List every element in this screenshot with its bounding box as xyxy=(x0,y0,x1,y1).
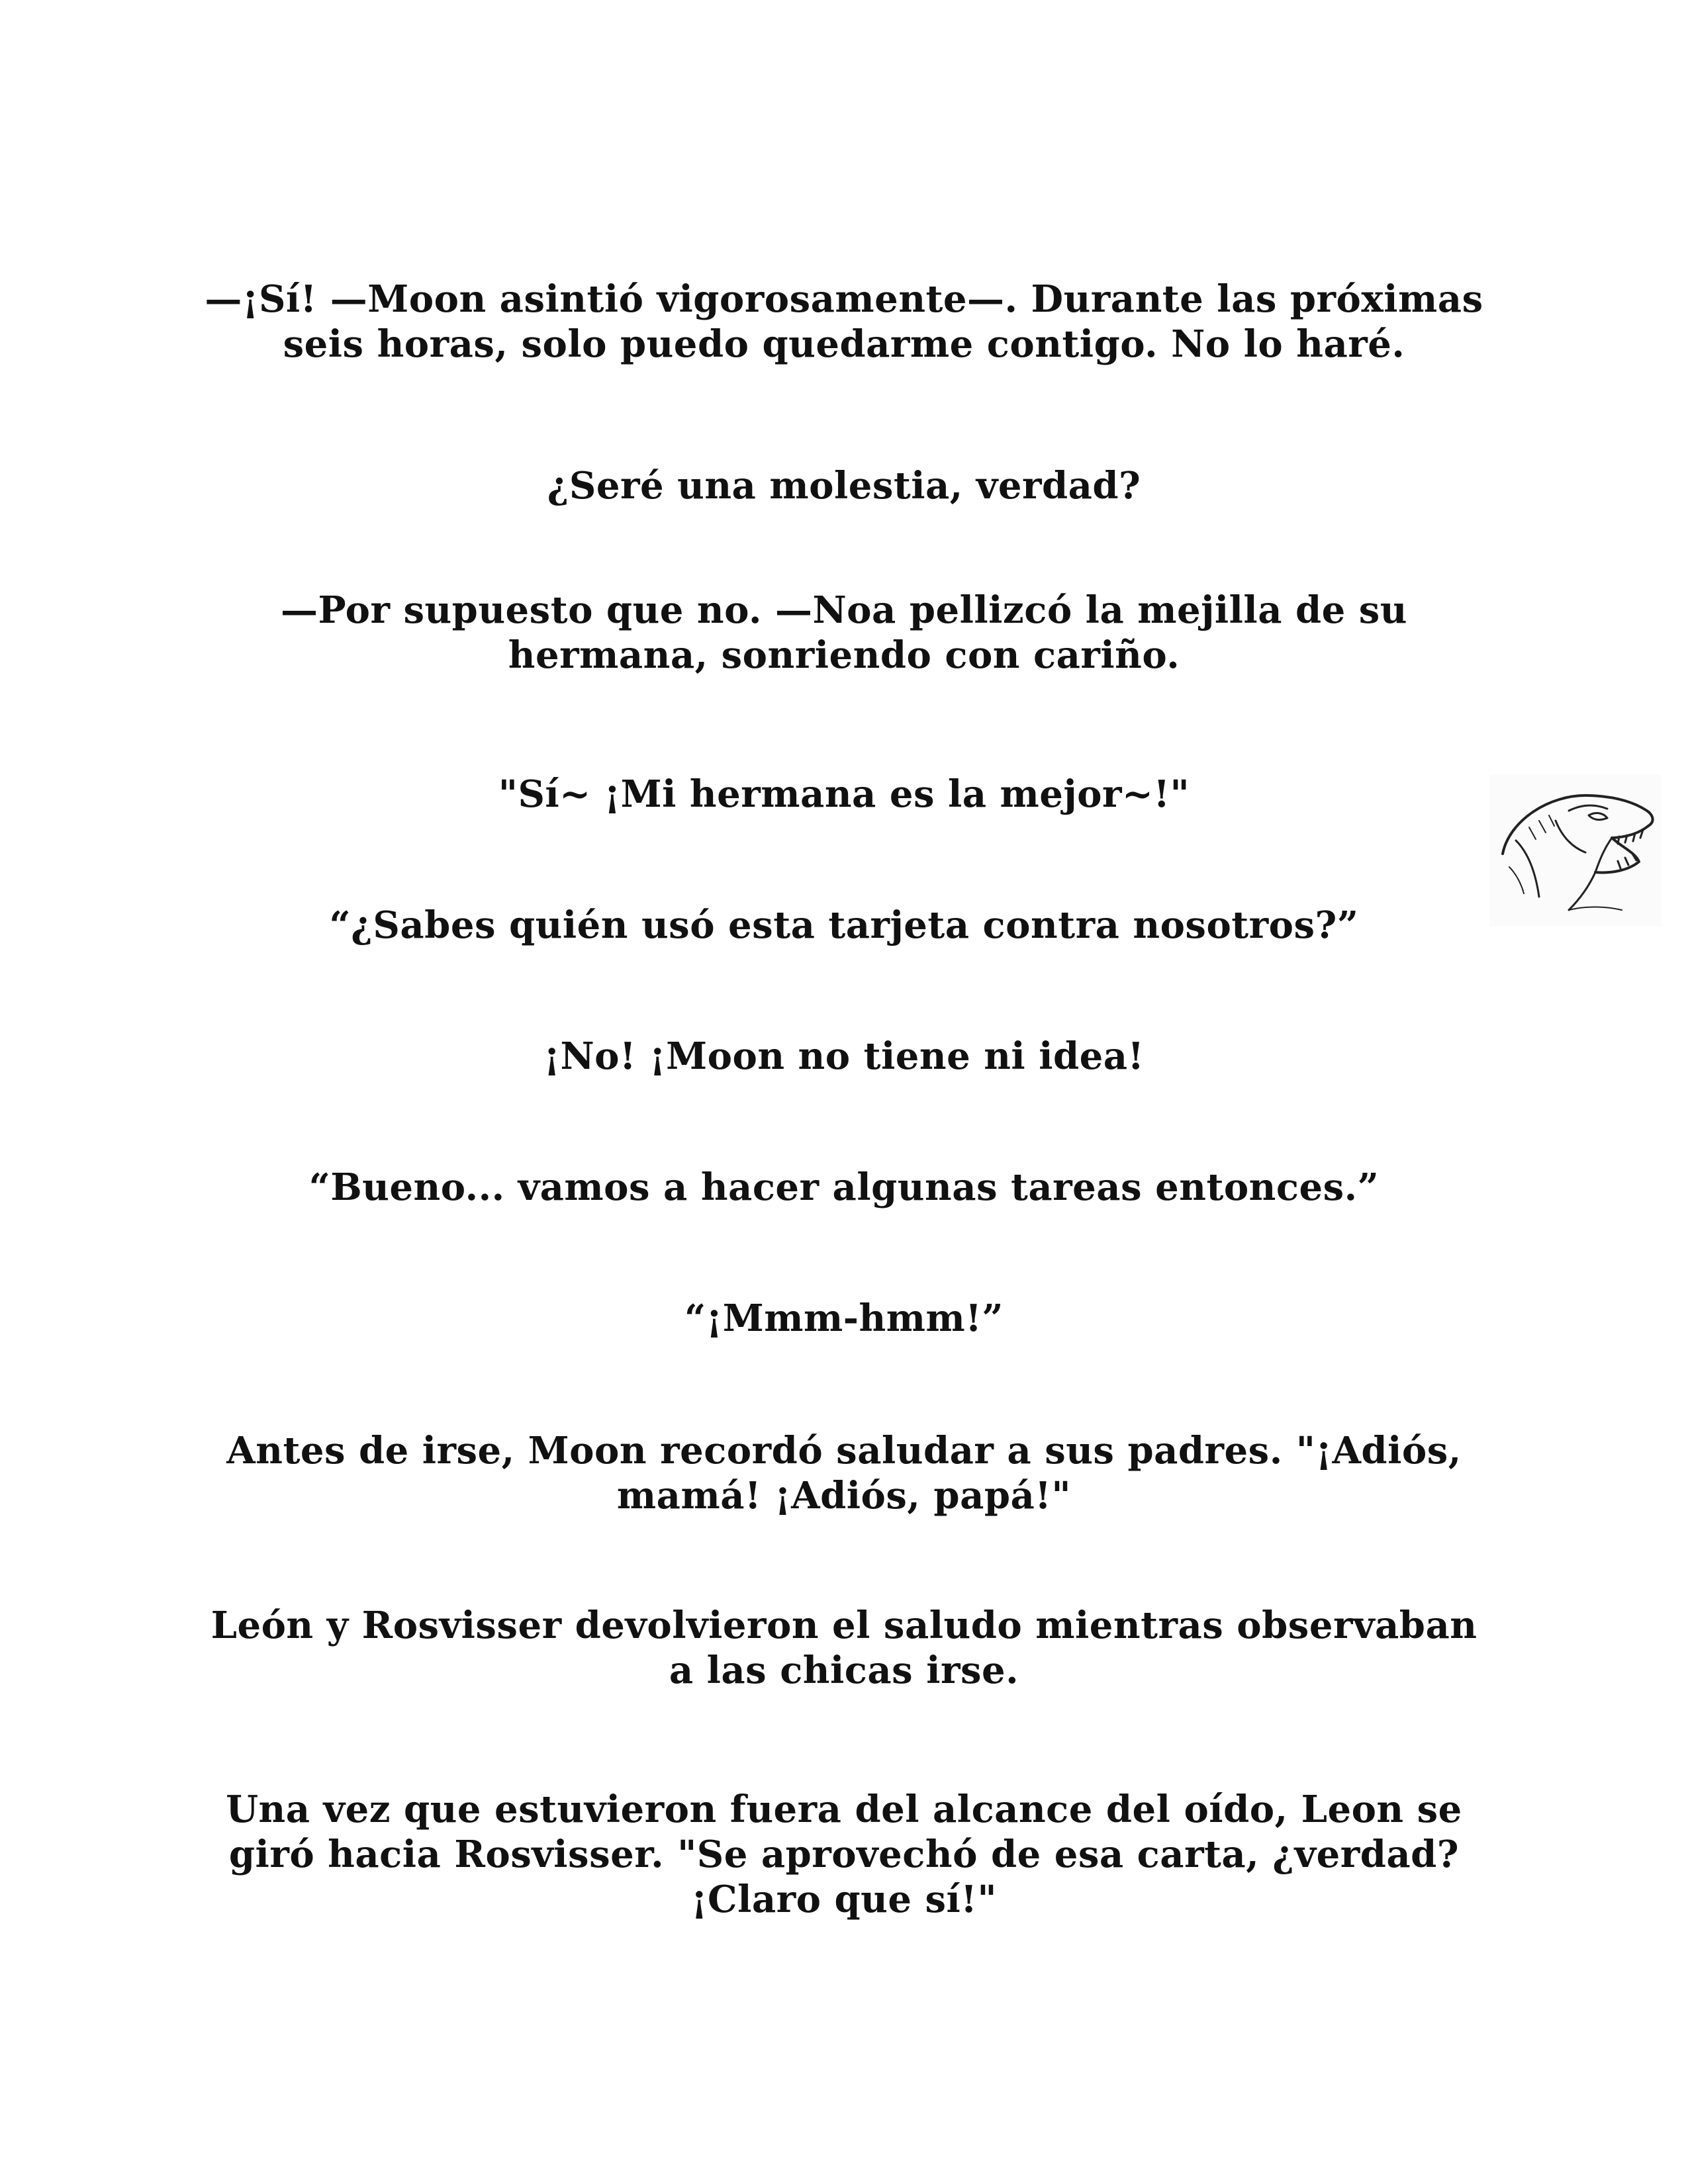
paragraph-1: —¡Sí! —Moon asintió vigorosamente—. Durante las próximas seis horas, solo puedo quedarme contigo. No lo haré. xyxy=(205,277,1483,366)
paragraph-6: ¡No! ¡Moon no tiene ni idea! xyxy=(543,1034,1145,1078)
paragraph-7: “Bueno... vamos a hacer algunas tareas entonces.” xyxy=(308,1165,1380,1209)
paragraph-2: ¿Seré una molestia, verdad? xyxy=(547,464,1141,508)
paragraph-10: León y Rosvisser devolvieron el saludo mientras observaban a las chicas irse. xyxy=(211,1604,1477,1692)
paragraph-5: “¿Sabes quién usó esta tarjeta contra nosotros?” xyxy=(329,903,1359,947)
paragraph-8: “¡Mmm-hmm!” xyxy=(684,1297,1004,1340)
paragraph-9: Antes de irse, Moon recordó saludar a sus padres. "¡Adiós, mamá! ¡Adiós, papá!" xyxy=(226,1429,1462,1518)
paragraph-11: Una vez que estuvieron fuera del alcance del oído, Leon se giró hacia Rosvisser. "Se aprovechó de esa carta, ¿verdad? ¡Claro que sí!" xyxy=(226,1788,1462,1921)
paragraph-4: "Sí~ ¡Mi hermana es la mejor~!" xyxy=(498,772,1190,816)
dragon-head-sketch-icon xyxy=(1489,774,1662,927)
paragraph-3: —Por supuesto que no. —Noa pellizcó la mejilla de su hermana, sonriendo con cariño. xyxy=(280,588,1407,677)
